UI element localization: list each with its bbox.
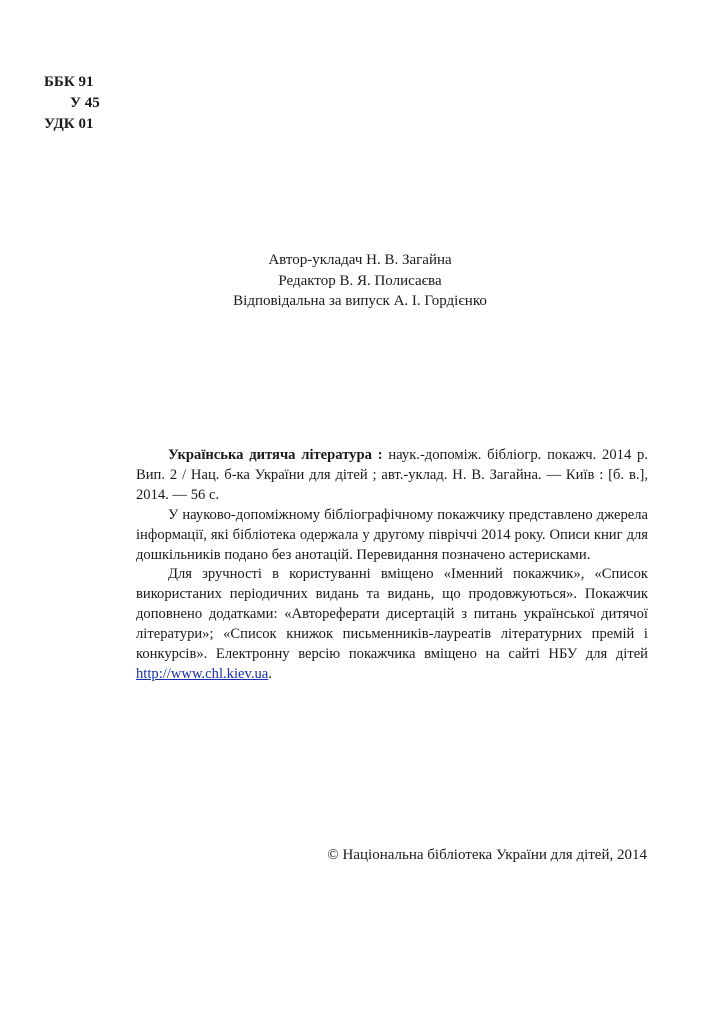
- abstract-paragraph-1: У науково-допоміжному бібліографічному покажчику представлено джерела інформації, які бібліотека одержала у другому півріччі 2014 року. Описи книг для дошкільників подано без анотацій. Перевидання позначено астерисками.: [136, 506, 648, 563]
- copyright-notice: © Національна бібліотека України для дітей, 2014: [327, 847, 647, 863]
- responsible-line: Відповідальна за випуск А. І. Гордієнко: [233, 293, 487, 309]
- compiler-line: Автор-укладач Н. В. Загайна: [268, 252, 452, 268]
- credits-block: [150, 250, 570, 312]
- abstract-paragraph-2: [136, 565, 648, 684]
- author-mark: У 45: [70, 95, 100, 111]
- reference-title: Українська дитяча література :: [168, 447, 383, 463]
- abstract-block: [136, 446, 648, 685]
- abstract-paragraph-2-end: .: [268, 665, 272, 682]
- website-link[interactable]: http://www.chl.kiev.ua: [136, 665, 269, 682]
- classification-codes: [44, 72, 100, 135]
- bbk-code: ББК 91: [44, 74, 94, 90]
- udk-code: УДК 01: [44, 116, 94, 132]
- abstract-paragraph-2-text: Для зручності в користуванні вміщено «Іменний покажчик», «Список використаних періодичних видань та видань, що продовжуються». Покажчик доповнено додатками: «Автореферати дисертацій з питань української дитячої літератури»; «Список книжок письменників-лауреатів літературних премій і конкурсів». Електронну версію покажчика вміщено на сайті НБУ для дітей: [136, 566, 648, 663]
- reference-details: наук.-допоміж. бібліогр. покажч. 2014 р. Вип. 2 / Нац. б-ка України для дітей ; авт.-уклад. Н. В. Загайна. — Київ : [б. в.], 2014. — 56 с.: [136, 447, 648, 503]
- bibliographic-reference: [136, 446, 648, 506]
- editor-line: Редактор В. Я. Полисаєва: [278, 272, 442, 289]
